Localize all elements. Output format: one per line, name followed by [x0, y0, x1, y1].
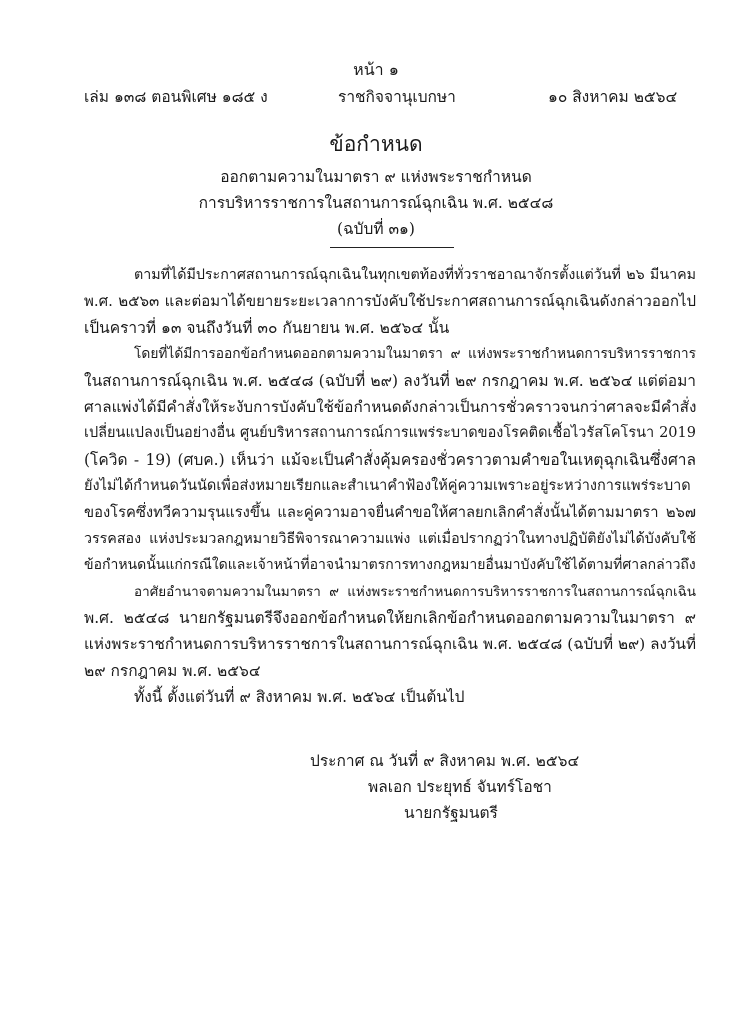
- body-line: ตามที่ได้มีประกาศสถานการณ์ฉุกเฉินในทุกเขตท้องที่ทั่วราชอาณาจักรตั้งแต่วันที่ ๒๖ มีนาคม: [134, 267, 696, 283]
- body-line: ศาลแพ่งได้มีคำสั่งให้ระงับการบังคับใช้ข้อกำหนดดังกล่าวเป็นการชั่วคราวจนกว่าศาลจะมีคำสั่ง: [84, 397, 697, 416]
- body-line: เปลี่ยนแปลงเป็นอย่างอื่น ศูนย์บริหารสถานการณ์การแพร่ระบาดของโรคติดเชื้อไวรัสโคโรนา 2019: [84, 425, 696, 442]
- body-line: วรรคสอง แห่งประมวลกฎหมายวิธีพิจารณาความแพ่ง แต่เมื่อปรากฏว่าในทางปฏิบัติยังไม่ได้บังคับใช้: [84, 530, 696, 547]
- document-title: ข้อกำหนด: [329, 132, 423, 156]
- body-line: ของโรคซึ่งทวีความรุนแรงขึ้น และคู่ความอาจยื่นคำขอให้ศาลยกเลิกคำสั่งนั้นได้ตามมาตรา ๒๖๗: [84, 503, 696, 521]
- body-line: ข้อกำหนดนั้นแก่กรณีใดและเจ้าหน้าที่อาจนำมาตรการทางกฎหมายอื่นมาบังคับใช้ได้ตามที่ศาลกล่าวถึง: [84, 557, 696, 574]
- body-line: พ.ศ. ๒๕๖๓ และต่อมาได้ขยายระยะเวลาการบังคับใช้ประกาศสถานการณ์ฉุกเฉินดังกล่าวออกไป: [84, 292, 696, 311]
- body-line: ทั้งนี้ ตั้งแต่วันที่ ๙ สิงหาคม พ.ศ. ๒๕๖๔ เป็นต้นไป: [134, 688, 465, 707]
- body-line: อาศัยอำนาจตามความในมาตรา ๙ แห่งพระราชกำหนดการบริหารราชการในสถานการณ์ฉุกเฉิน: [134, 583, 696, 600]
- body-line: แห่งพระราชกำหนดการบริหารราชการในสถานการณ์ฉุกเฉิน พ.ศ. ๒๕๔๘ (ฉบับที่ ๒๙) ลงวันที่: [84, 635, 696, 654]
- signatory-position: นายกรัฐมนตรี: [404, 804, 498, 822]
- signatory-name: พลเอก ประยุทธ์ จันทร์โอชา: [368, 778, 552, 796]
- body-line: (โควิด - 19) (ศบค.) เห็นว่า แม้จะเป็นคำสั่งคุ้มครองชั่วคราวตามคำขอในเหตุฉุกเฉินซึ่งศาล: [84, 450, 696, 469]
- body-line: เป็นคราวที่ ๑๓ จนถึงวันที่ ๓๐ กันยายน พ.ศ. ๒๕๖๔ นั้น: [84, 318, 450, 337]
- body-line: โดยที่ได้มีการออกข้อกำหนดออกตามความในมาตรา ๙ แห่งพระราชกำหนดการบริหารราชการ: [134, 346, 696, 363]
- gazette-date: ๑๐ สิงหาคม ๒๕๖๔: [548, 88, 678, 106]
- body-line: ยังไม่ได้กำหนดวันนัดเพื่อส่งหมายเรียกและสำเนาคำฟ้องให้คู่ความเพราะอยู่ระหว่างการแพร่ระบาด: [84, 478, 691, 495]
- title-line-1: ออกตามความในมาตรา ๙ แห่งพระราชกำหนด: [220, 168, 532, 186]
- body-line: พ.ศ. ๒๕๔๘ นายกรัฐมนตรีจึงออกข้อกำหนดให้ยกเลิกข้อกำหนดออกตามความในมาตรา ๙: [84, 609, 696, 628]
- page-number: หน้า ๑: [353, 60, 399, 79]
- document-body: [84, 262, 696, 711]
- title-line-2: การบริหารราชการในสถานการณ์ฉุกเฉิน พ.ศ. ๒๕๔๘: [198, 194, 554, 212]
- gazette-publication: ราชกิจจานุเบกษา: [338, 88, 456, 106]
- gazette-volume: เล่ม ๑๓๘ ตอนพิเศษ ๑๘๕ ง: [84, 88, 268, 106]
- title-line-3: (ฉบับที่ ๓๑): [337, 220, 415, 238]
- title-divider: [330, 247, 454, 248]
- announcement-date: ประกาศ ณ วันที่ ๙ สิงหาคม พ.ศ. ๒๕๖๔: [310, 752, 580, 770]
- body-line: ๒๙ กรกฎาคม พ.ศ. ๒๕๖๔: [84, 661, 261, 680]
- body-line: ในสถานการณ์ฉุกเฉิน พ.ศ. ๒๕๔๘ (ฉบับที่ ๒๙) ลงวันที่ ๒๙ กรกฎาคม พ.ศ. ๒๕๖๔ แต่ต่อมา: [84, 371, 696, 390]
